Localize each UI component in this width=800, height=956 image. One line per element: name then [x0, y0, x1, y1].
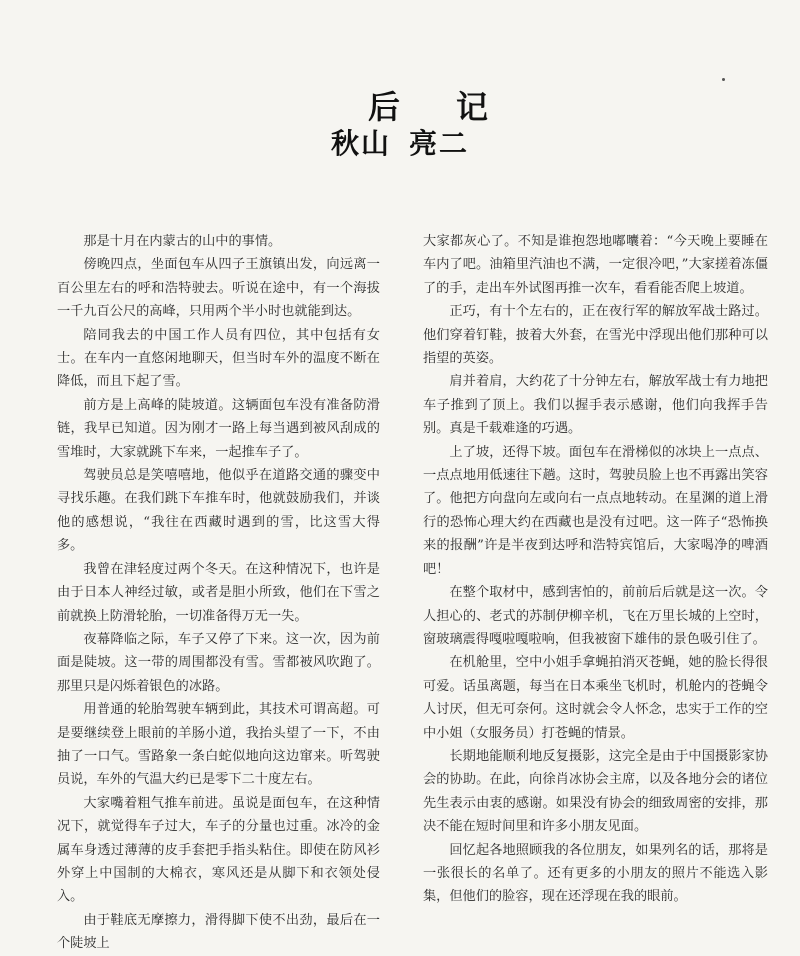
text-column-left — [57, 230, 380, 956]
paragraph: 驾驶员总是笑嘻嘻地，他似乎在道路交通的骤变中寻找乐趣。在我们跳下车推车时，他就鼓励我们，并谈他的感想说，“我往在西藏时遇到的雪，比这雪大得多。 — [57, 468, 380, 554]
paragraph: 陪同我去的中国工作人员有四位，其中包括有女士。在车内一直悠闲地聊天，但当时车外的温度不断在降低，而且下起了雪。 — [57, 327, 380, 390]
paragraph: 前方是上高峰的陡坡道。这辆面包车没有准备防滑链，我早已知道。因为刚才一路上每当遇到被风刮成的雪堆时，大家就跳下车来，一起推车子了。 — [57, 397, 380, 460]
paragraph: 夜幕降临之际，车子又停了下来。这一次，因为前面是陡坡。这一带的周围都没有雪。雪都被风吹跑了。那里只是闪烁着银色的冰路。 — [57, 631, 380, 694]
author-name — [0, 124, 800, 164]
paragraph: 用普通的轮胎驾驶车辆到此，其技术可谓高超。可是要继续登上眼前的羊肠小道，我抬头望了一下，不由抽了一口气。雪路象一条白蛇似地向这边窜来。听驾驶员说，车外的气温大约已是零下二十度左右。 — [57, 702, 380, 788]
paragraph: 大家嘴着粗气推车前进。虽说是面包车，在这种情况下，就觉得车子过大，车子的分量也过重。冰冷的金属车身透过薄薄的皮手套把手指头粘住。即使在防风衫外穿上中国制的大棉衣，寒风还是从脚下和衣领处侵入。 — [57, 795, 380, 905]
paragraph: 傍晚四点，坐面包车从四子王旗镇出发，向远离一百公里左右的呼和浩特驶去。听说在途中，有一个海拔一千九百公尺的高峰，只用两个半小时也就能到达。 — [57, 257, 380, 320]
paragraph: 在机舱里，空中小姐手拿蝇拍消灭苍蝇，她的脸长得很可爱。话虽离题，每当在日本乘坐飞机时，机舱内的苍蝇令人讨厌，但无可奈何。这时就会令人怀念，忠实于工作的空中小姐（女服务员）打苍蝇的情景。 — [423, 655, 768, 741]
paragraph: 正巧，有十个左右的，正在夜行军的解放军战士路过。他们穿着钉鞋，披着大外套，在雪光中浮现出他们那种可以指望的英姿。 — [423, 304, 768, 367]
paragraph: 我曾在津轻度过两个冬天。在这种情况下，也许是由于日本人神经过敏，或者是胆小所致，他们在下雪之前就换上防滑轮胎，一切准备得万无一失。 — [57, 561, 380, 624]
paragraph: 在整个取材中，感到害怕的，前前后后就是这一次。令人担心的、老式的苏制伊柳辛机，飞在万里长城的上空时，窗玻璃震得嘎啦嘎啦响，但我被窗下雄伟的景色吸引住了。 — [423, 585, 768, 647]
paragraph: 长期地能顺利地反复摄影，这完全是由于中国摄影家协会的协助。在此，向徐肖冰协会主席，以及各地分会的诸位先生表示由衷的感谢。如果没有协会的细致周密的安排，那决不能在短时间里和许多小朋友见面。 — [423, 748, 768, 835]
author-family-name: 秋山 — [330, 127, 391, 160]
paragraph: 回忆起各地照顾我的各位朋友，如果列名的话，那将是一张很长的名单了。还有更多的小朋友的照片不能选入影集，但他们的脸容，现在还浮现在我的眼前。 — [423, 842, 768, 905]
paragraph: 那是十月在内蒙古的山中的事情。 — [83, 234, 282, 249]
paragraph: 大家都灰心了。不知是谁抱怨地嘟囔着：“今天晚上要睡在车内了吧。油箱里汽油也不满，一定很冷吧，”大家搓着冻僵了的手，走出车外试图再推一次车，看看能否爬上坡道。 — [423, 234, 768, 296]
page-title: 后记 — [367, 88, 544, 127]
print-speck — [722, 78, 725, 81]
paragraph: 肩并着肩，大约花了十分钟左右，解放军战士有力地把车子推到了顶上。我们以握手表示感谢，他们向我挥手告别。真是千载难逢的巧遇。 — [423, 374, 768, 437]
author-given-name: 亮二 — [409, 127, 470, 160]
paragraph: 由于鞋底无摩擦力，滑得脚下使不出劲，最后在一个陡坡上 — [57, 912, 380, 952]
paragraph: 上了坡，还得下坡。面包车在滑梯似的冰块上一点点、一点点地用低速往下趟。这时，驾驶员脸上也不再露出笑容了。他把方向盘向左或向右一点点地转动。在星渊的道上滑行的恐怖心理大约在西藏也是没有过吧。这一阵子“恐怖换来的报酬”许是半夜到达呼和浩特宾馆后，大家喝净的啤酒吧！ — [423, 444, 768, 577]
text-column-right — [423, 230, 768, 909]
